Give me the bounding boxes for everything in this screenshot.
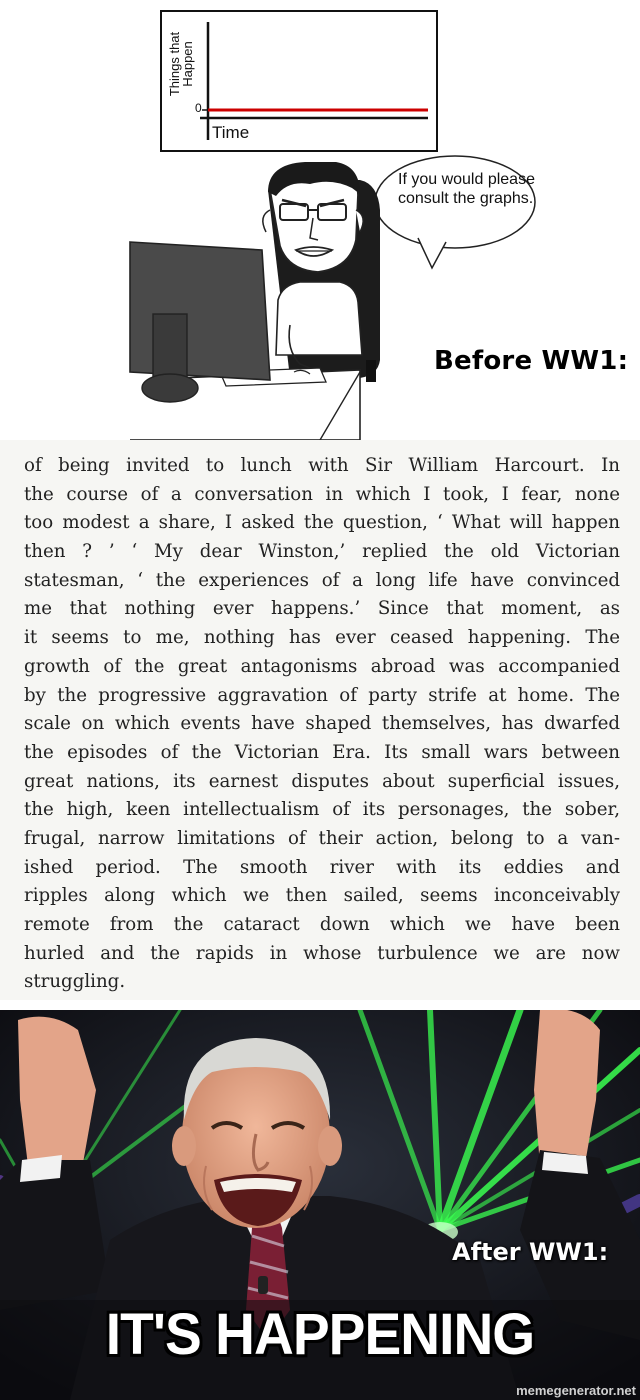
quote-line: the course of a conversation in which I took, I fear, none (24, 483, 620, 505)
quote-line: scale on which events have shaped themselves, has dwarfed (24, 713, 620, 735)
graph-frame (160, 10, 438, 152)
quote-line: struggling. (24, 971, 126, 993)
quote-line: frugal, narrow limitations of their action, belong to a van- (24, 827, 620, 849)
quote-line: ished period. The smooth river with its eddies and (24, 856, 620, 878)
quote-line: too modest a share, I asked the question, ‘ What will happen (24, 512, 620, 534)
quote-line: hurled and the rapids in whose turbulence we are now (24, 942, 620, 964)
quote-line: statesman, ‘ the experiences of a long life have convinced (24, 569, 620, 591)
graph-x-axis-label: Time (212, 123, 250, 142)
quote-line: remote from the cataract down which we have been (24, 914, 620, 935)
quote-panel (0, 440, 640, 1000)
quote-line: then ? ’ ‘ My dear Winston,’ replied the old Victorian (24, 541, 620, 563)
before-panel (0, 0, 640, 440)
quote-line: the high, keen intellectualism of its personages, the sober, (24, 799, 620, 821)
quote-line: great nations, its earnest disputes about superficial issues, (24, 770, 620, 792)
graph-drawing (162, 12, 436, 150)
quote-line: the episodes of the Victorian Era. Its small wars between (24, 741, 620, 763)
churchill-quote (24, 452, 620, 997)
its-happening-caption: IT'S HAPPENING (105, 1302, 535, 1367)
quote-line: of being invited to lunch with Sir William Harcourt. In (24, 455, 620, 476)
quote-line: by the progressive aggravation of party strife at home. The (24, 684, 620, 706)
after-panel (0, 1010, 640, 1400)
quote-line: ripples along which we then sailed, seems inconceivably (24, 885, 620, 907)
graph-zero-label: 0 (195, 101, 202, 115)
before-ww1-caption: Before WW1: (434, 346, 629, 376)
quote-line: growth of the great antagonisms abroad was accompanied (24, 655, 620, 677)
after-ww1-caption: After WW1: (452, 1238, 609, 1266)
graph-y-axis-label (168, 20, 196, 108)
quote-line: me that nothing ever happens.’ Since that moment, as (24, 598, 620, 620)
comic-drawing (0, 150, 640, 440)
memegenerator-watermark: memegenerator.net (516, 1383, 636, 1398)
quote-line: it seems to me, nothing has ever ceased happening. The (24, 627, 620, 649)
graph-y-axis-label-text: Things that Happen (167, 31, 195, 97)
speech-bubble-text: If you would please consult the graphs. (398, 171, 535, 207)
